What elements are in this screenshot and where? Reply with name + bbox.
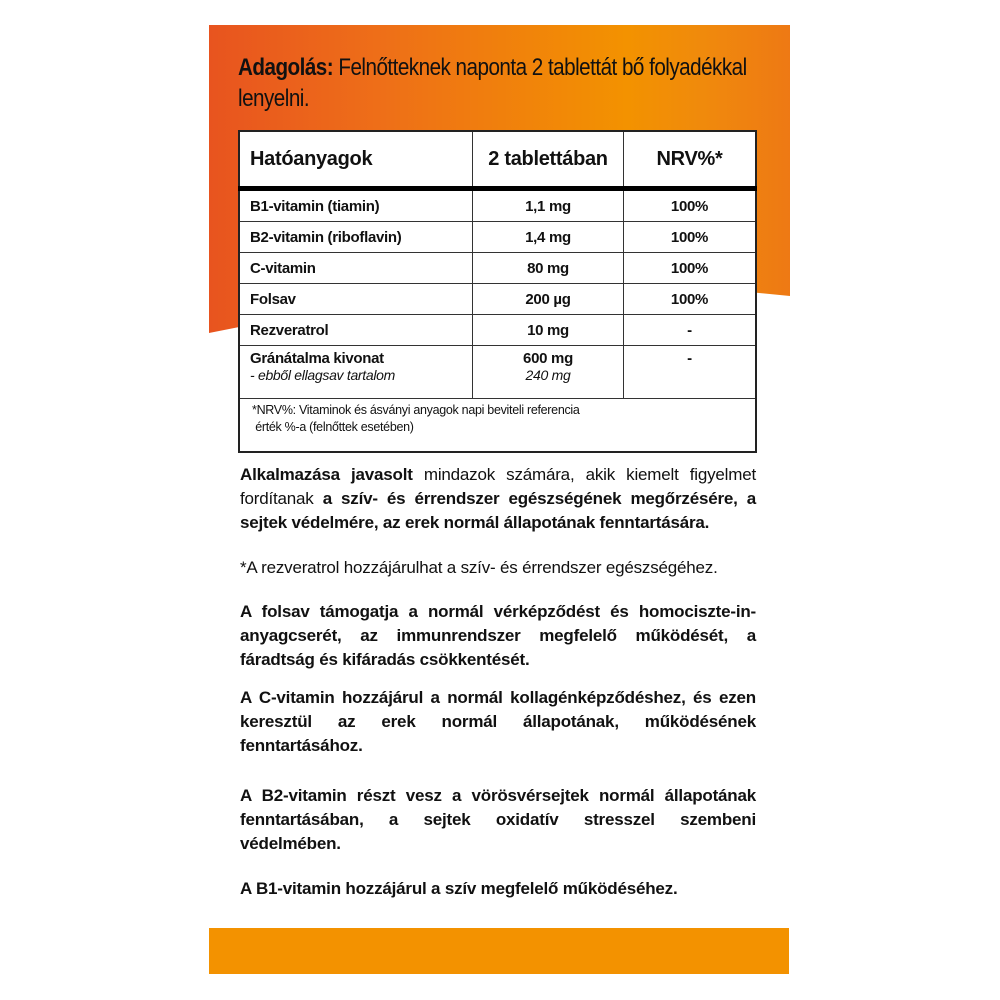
resveratrol-note: *A rezveratrol hozzájárulhat a szív- és érrendszer egészségéhez. [240,558,718,577]
recommendation-bold-text: a szív- és érrendszer egészségének megőrzésére, a sejtek védelmére, az erek normál állapotának fenntartására. [240,489,756,532]
header-active-ingredients: Hatóanyagok [239,131,473,189]
footnote-row [239,399,756,453]
nutrition-table [238,130,757,453]
recommendation-paragraph [240,463,756,535]
orange-bottom-bar [209,928,789,974]
nrv-footnote [239,399,756,453]
table-row [239,315,756,346]
table-row [239,222,756,253]
ingredient-amount: 80 mg [473,253,624,284]
ingredient-name: Gránátalma kivonat [250,350,384,367]
ingredient-nrv: 100% [624,253,757,284]
ingredient-nrv: - [624,315,757,346]
table-row [239,253,756,284]
ingredient-amount: 10 mg [473,315,624,346]
table-row [239,284,756,315]
ingredient-amount: 1,1 mg [473,189,624,222]
table-row [239,346,756,399]
header-nrv: NRV%* [624,131,757,189]
ingredient-nrv: 100% [624,284,757,315]
ingredient-name: C-vitamin [239,253,473,284]
ingredient-nrv: 100% [624,222,757,253]
ingredient-name-cell [239,346,473,399]
ingredient-amount: 200 µg [473,284,624,315]
dosage-instructions [238,52,778,114]
ingredient-name: B2-vitamin (riboflavin) [239,222,473,253]
vitamin-c-claim: A C-vitamin hozzájárul a normál kollagénképződéshez, és ezen keresztül az erek normál állapotának, működésének fenntartásához. [240,688,756,755]
header-per-2-tablets: 2 tablettában [473,131,624,189]
recommendation-bold-lead: Alkalmazása javasolt [240,465,413,484]
table-header-row [239,131,756,189]
folic-acid-claim: A folsav támogatja a normál vérképződést és homociszte-in-anyagcserét, az immunrendszer megfelelő működését, a fáradtság és kifáradás csökkentését. [240,602,756,669]
ingredient-name: Folsav [239,284,473,315]
ingredient-name: Rezveratrol [239,315,473,346]
dosage-text: Felnőtteknek naponta 2 tablettát bő folyadékkal lenyelni. [238,54,747,112]
footnote-line-1: *NRV%: Vitaminok és ásványi anyagok napi beviteli referencia [252,403,580,417]
ingredient-nrv: - [624,346,757,399]
ingredient-amount: 1,4 mg [473,222,624,253]
ingredient-sub-amount: 240 mg [525,367,571,383]
footnote-line-2: érték %-a (felnőttek esetében) [255,420,414,434]
ingredient-amount: 600 mg [523,350,573,367]
ingredient-name: B1-vitamin (tiamin) [239,189,473,222]
vitamin-b2-claim: A B2-vitamin részt vesz a vörösvérsejtek normál állapotának fenntartásában, a sejtek oxidatív stresszel szembeni védelmében. [240,786,756,853]
recommendation-normal-text: mindazok számára, akik kiemelt figyelmet fordítanak [240,465,756,508]
ingredient-nrv: 100% [624,189,757,222]
ingredient-sub-name: - ebből ellagsav tartalom [250,367,396,383]
dosage-label: Adagolás: [238,54,334,81]
vitamin-b1-claim: A B1-vitamin hozzájárul a szív megfelelő működéséhez. [240,879,678,898]
table-row [239,189,756,222]
ingredient-amount-cell [473,346,624,399]
